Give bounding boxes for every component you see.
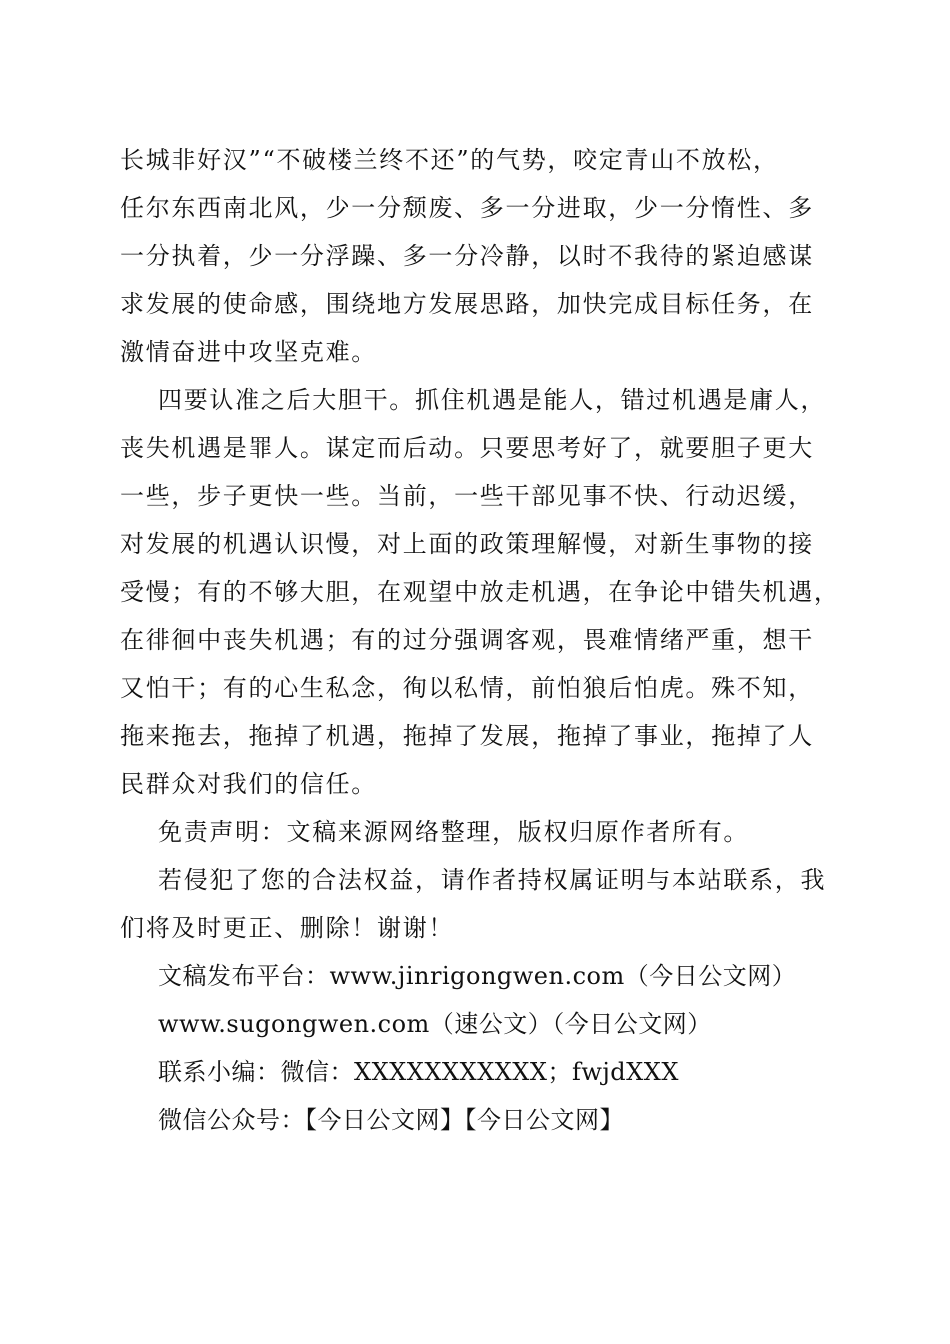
paragraph-2-line-6: 在徘徊中丧失机遇；有的过分强调客观，畏难情绪严重，想干 (120, 626, 814, 654)
site-line: www.sugongwen.com（速公文）（今日公文网） (158, 1010, 712, 1038)
paragraph-2-line-7: 又怕干；有的心生私念，徇以私情，前怕狼后怕虎。殊不知， (120, 674, 814, 702)
paragraph-1-line-3: 一分执着，少一分浮躁、多一分冷静，以时不我待的紧迫感谋 (120, 242, 814, 270)
infringement-line-2: 们将及时更正、删除！谢谢！ (120, 914, 455, 942)
paragraph-2-line-1: 四要认准之后大胆干。抓住机遇是能人，错过机遇是庸人， (158, 386, 827, 414)
contact-line: 联系小编：微信：XXXXXXXXXXX；fwjdXXX (158, 1058, 679, 1086)
wechat-account-line: 微信公众号：【今日公文网】【今日公文网】 (158, 1106, 624, 1134)
disclaimer-line: 免责声明：文稿来源网络整理，版权归原作者所有。 (158, 818, 750, 846)
paragraph-2-line-4: 对发展的机遇认识慢，对上面的政策理解慢，对新生事物的接 (120, 530, 814, 558)
paragraph-2-line-8: 拖来拖去，拖掉了机遇，拖掉了发展，拖掉了事业，拖掉了人 (120, 722, 814, 750)
platform-line: 文稿发布平台：www.jinrigongwen.com（今日公文网） (158, 962, 797, 990)
paragraph-2-line-9: 民群众对我们的信任。 (120, 770, 377, 798)
infringement-line-1: 若侵犯了您的合法权益，请作者持权属证明与本站联系，我 (158, 866, 827, 894)
paragraph-1-line-5: 激情奋进中攻坚克难。 (120, 338, 377, 366)
paragraph-2-line-2: 丧失机遇是罪人。谋定而后动。只要思考好了，就要胆子更大 (120, 434, 814, 462)
paragraph-1-line-4: 求发展的使命感，围绕地方发展思路，加快完成目标任务，在 (120, 290, 814, 318)
paragraph-1-line-2: 任尔东西南北风，少一分颓废、多一分进取，少一分惰性、多 (120, 194, 814, 222)
paragraph-1-line-1: 长城非好汉”“不破楼兰终不还”的气势，咬定青山不放松， (120, 146, 779, 174)
paragraph-2-line-5: 受慢；有的不够大胆，在观望中放走机遇，在争论中错失机遇， (120, 578, 840, 606)
paragraph-2-line-3: 一些，步子更快一些。当前，一些干部见事不快、行动迟缓， (120, 482, 814, 510)
